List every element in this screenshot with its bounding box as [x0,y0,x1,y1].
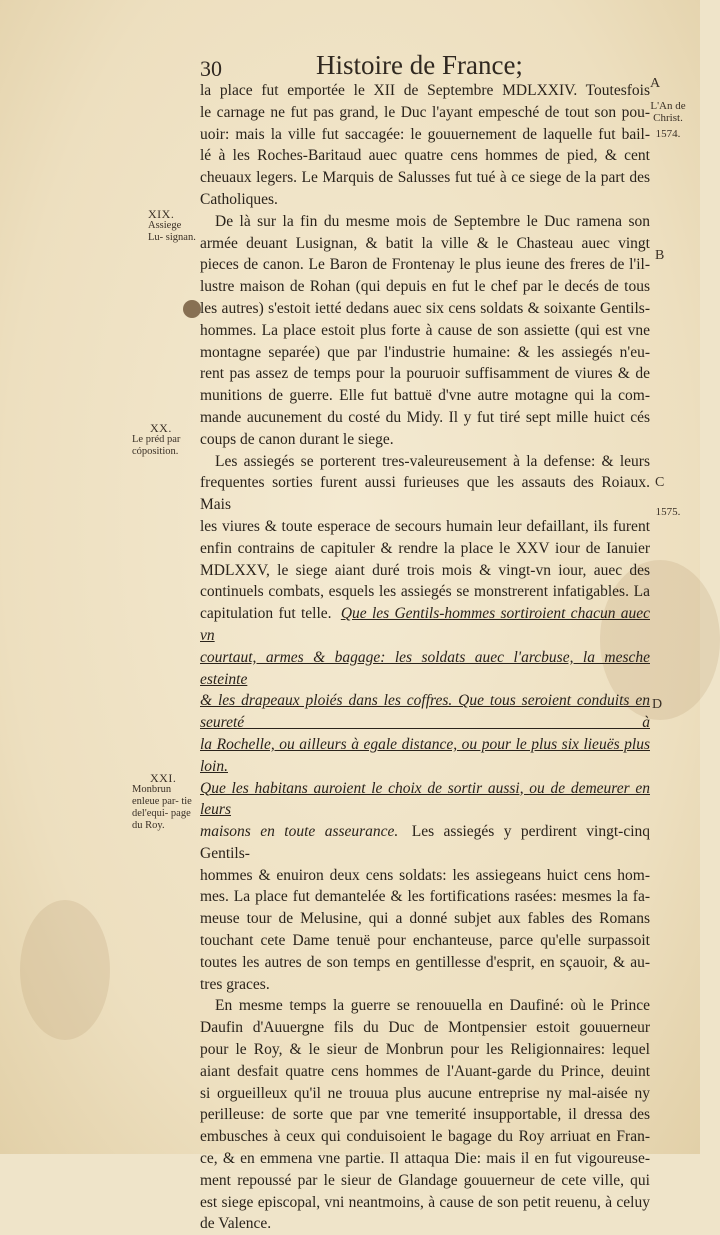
text-line: frequentes sorties furent aussi furieuses que les assauts des Roiaux. Mais [200,474,650,514]
running-title: Histoire de France; [316,50,523,80]
text-line: lé à les Roches-Baritaud auec quatre cens hommes de pied, & cent [200,147,650,165]
text-line: capitulation fut telle. [200,605,332,623]
margin-numeral: XXI. [150,771,177,785]
text-line: ment repoussé par le sieur de Glandage gouuerneur de cete ville, qui [200,1171,650,1189]
text-line: aiant desfait quatre cens hommes de l'Auant-garde du Prince, deuint [200,1062,650,1080]
paper-stain [20,900,110,1040]
text-line: En mesme temps la guerre se renouuella en Daufiné: où le Prince [215,997,650,1015]
margin-note-xxi [132,772,194,832]
text-line: tres graces. [200,975,270,993]
text-line: meuse tour de Melusine, qui a donné subjet aux fables des Romans [200,910,650,928]
text-line: uoir: mais la ville fut saccagée: le gouuernement de laquelle fut bail- [200,125,650,143]
text-line: la Rochelle, ou ailleurs à egale distance, ou pour le plus six lieuës plus loin. [200,735,650,775]
year-note-1575: 1575. [655,506,681,518]
text-line: si orgueilleux qu'il ne trouua plus aucune entreprise ny mal-aisée ny [200,1084,650,1102]
edge-letter-b: B [655,248,665,263]
year-note-anno: L'An de Christ. [650,100,686,124]
body-text [200,80,650,1235]
text-line: embusches à ceux qui conduisoient le bagage du Roy arriuat en Fran- [200,1128,650,1146]
paragraph-3 [200,451,650,647]
text-line: le carnage ne fut pas grand, le Duc l'ayant empesché de tout son pou- [200,103,650,121]
text-line: pieces de canon. Le Baron de Frontenay le plus ieune des freres de l'il- [200,256,650,274]
text-line: hommes & enuiron deux cens soldats: les assiegeans huict cens hom- [200,866,650,884]
text-line: montagne separée) que par l'industrie humaine: & les assiegés n'eu- [200,343,650,361]
margin-note-xix [148,208,198,244]
text-line: maisons en toute asseurance. [200,823,399,841]
text-line: rent pas assez de temps pour la pouruoir suffisamment de viures & de [200,365,650,383]
text-line: cheuaux legers. Le Marquis de Salusses fut tué à ce siege de la part des [200,169,650,187]
text-line: lustre maison de Rohan (qui depuis en fut le chef par le decés de tous [200,278,650,296]
text-line: enfin contrains de capituler & rendre la place le XXV iour de Ianuier [200,539,650,557]
text-line: Les assiegés se porterent tres-valeureusement à la defense: & leurs [215,452,650,470]
capitulation-terms [200,647,650,865]
text-line: touchant cete Dame tenuë pour enchanteuse, parce qu'elle surpassoit [200,932,650,950]
page-number: 30 [200,56,222,81]
paragraph-4 [200,865,650,996]
text-line: MDLXXV, le siege aiant duré trois mois & vingt-vn iour, auec des [200,561,650,579]
text-line: la place fut emportée le XII de Septembre MDLXXIV. Toutesfois [200,82,650,99]
year-note-1574: 1574. [655,128,681,140]
text-line: mes. La place fut demantelée & les fortifications rasées: mesmes la fa- [200,888,650,906]
text-line: Catholiques. [200,190,278,208]
text-line: est siege episcopal, vni neantmoins, à cause de son petit reuenu, à celuy [200,1193,650,1211]
text-line: De là sur la fin du mesme mois de Septembre le Duc ramena son [215,212,650,230]
margin-numeral: XIX. [148,207,175,221]
margin-text: Assiege Lu- signan. [148,220,196,243]
text-line: munitions de guerre. Elle fut battuë d'vne autre motagne qui la com- [200,387,650,405]
text-line: mande aucunement du costé du Midy. Il y fut tiré sept mille huict cés [200,408,650,426]
paragraph-1 [200,80,650,211]
text-line: courtaut, armes & bagage: les soldats auec l'arcbuse, la mesche esteinte [200,648,650,688]
text-line: perilleuse: de sorte que par vne temerité insupportable, il dressa des [200,1106,650,1124]
edge-letter-a: A [650,76,661,91]
text-line: hommes. La place estoit plus forte à cause de son assiette (qui est vne [200,321,650,339]
text-line: armée deuant Lusignan, & batit la ville & le Chasteau auec vingt [200,234,650,252]
text-line: toutes les autres de son temps en gentillesse d'esprit, en sçauoir, & au- [200,953,650,971]
text-line: coups de canon durant le siege. [200,430,394,448]
text-line: Les assiegés y perdirent vingt-cinq Gentils- [200,823,650,862]
text-line: les autres) s'estoit ietté dedans auec six cens soldats & soixante Gentils- [200,299,650,317]
edge-letter-c: C [655,475,665,490]
margin-text: Le préd par cóposition. [132,434,181,457]
edge-letter-d: D [652,697,663,712]
margin-text: Monbrun enleue par- tie del'equi- page du Roy. [132,784,192,831]
text-line: pour le Roy, & le sieur de Monbrun pour les Religionnaires: lequel [200,1041,650,1059]
text-line: les viures & toute esperace de secours humain leur defaillant, ils furent [200,517,650,535]
margin-note-xx [132,422,196,458]
text-line: & les drapeaux ploiés dans les coffres. Que tous seroient conduits en seureté à [200,692,650,732]
text-line: continuels combats, esquels les assiegés se monstrerent infatigables. La [200,583,650,601]
ink-blot [183,300,201,318]
text-line: ce, & en emmena vne partie. Il attaqua Die: mais il en fut vigoureuse- [200,1150,650,1168]
text-line: Daufin d'Auuergne fils du Duc de Montpensier estoit gouuerneur [200,1019,650,1037]
paragraph-5 [200,995,650,1235]
italic-capitulation: Que les Gentils-hommes sortiroient chacun auec vn [200,605,650,644]
paragraph-2 [200,211,650,451]
text-line: de Valence. [200,1215,272,1233]
margin-numeral: XX. [150,421,172,435]
text-line: Que les habitans auroient le choix de sortir aussi, ou de demeurer en leurs [200,779,650,819]
